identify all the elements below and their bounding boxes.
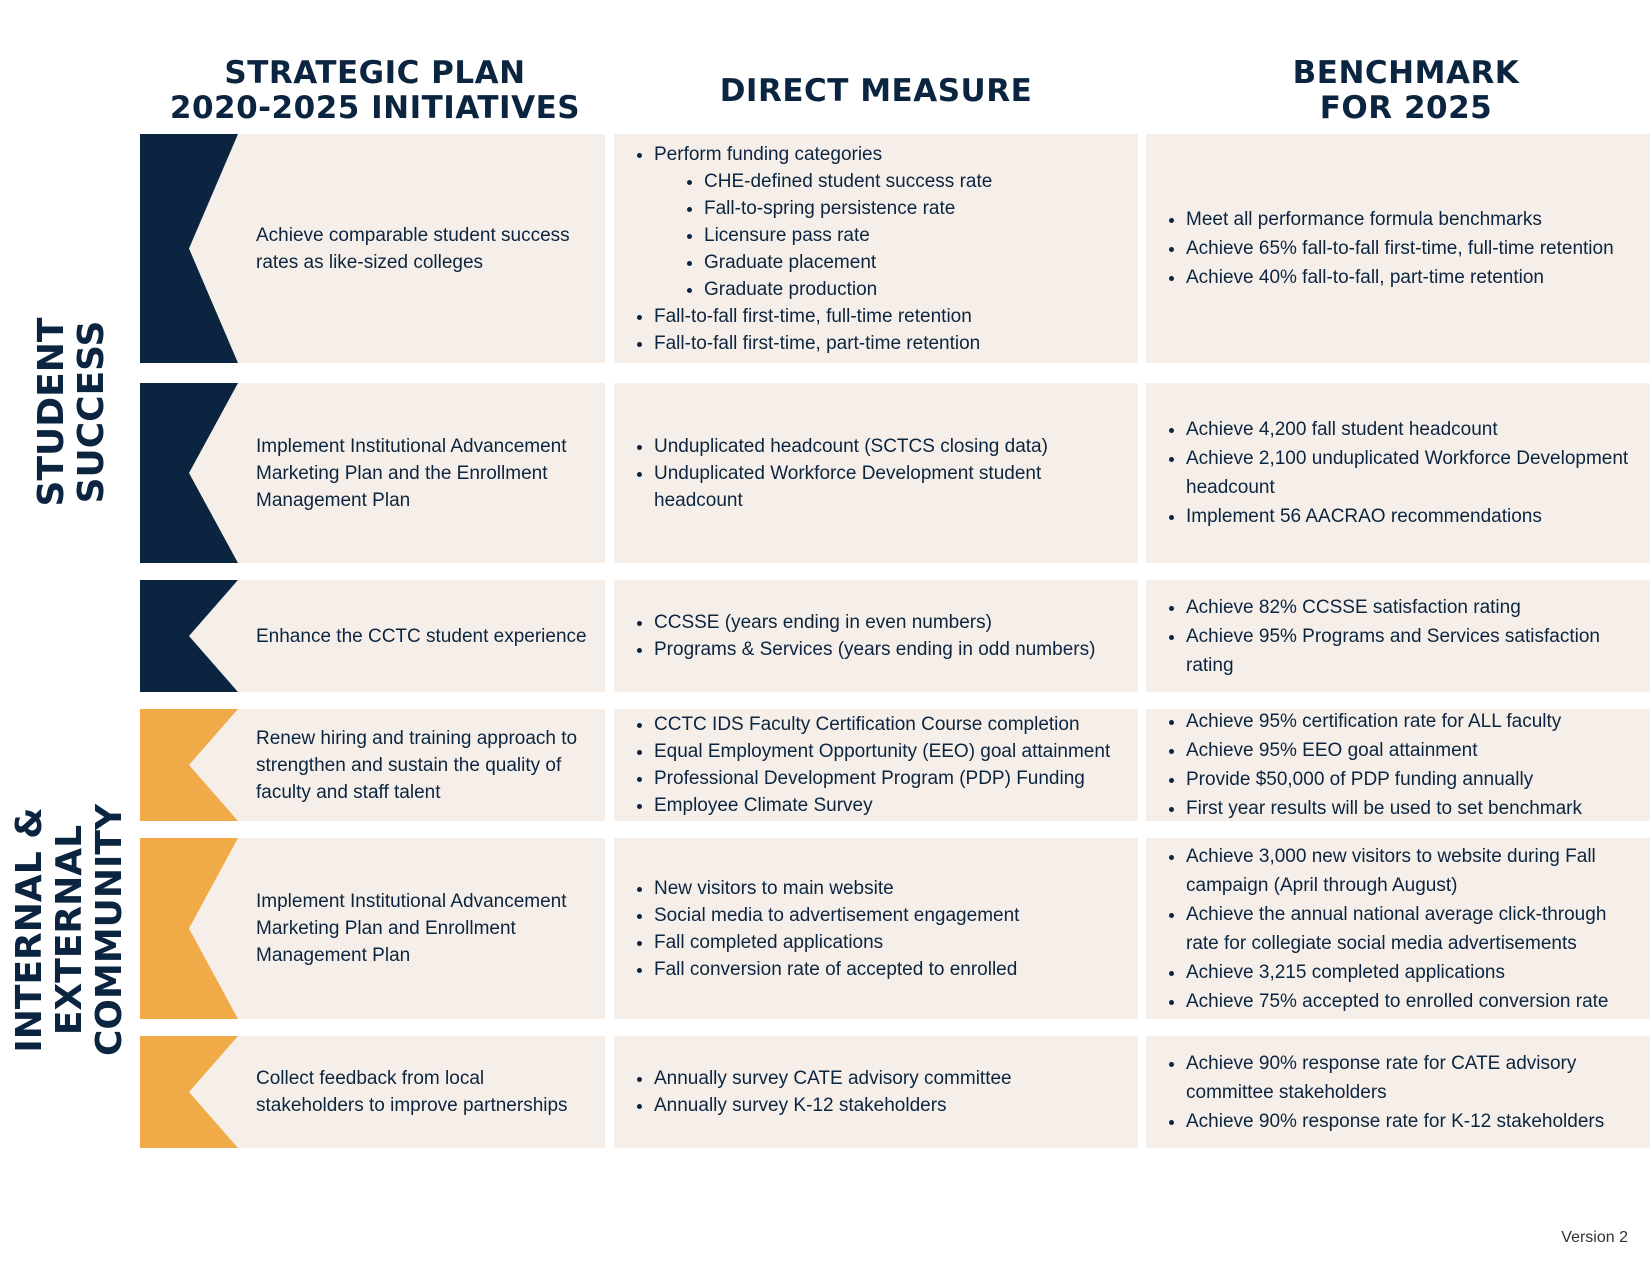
section-community-line2: EXTERNAL [49, 824, 90, 1036]
header-measure-line1: DIRECT MEASURE [719, 73, 1033, 109]
benchmark-item: • Achieve 82% CCSSE satisfaction rating [1186, 593, 1642, 622]
measure-subitem: • Fall-to-spring persistence rate [704, 195, 1130, 222]
measure-subitem: • Licensure pass rate [704, 222, 1130, 249]
section-community-line3: COMMUNITY [89, 803, 130, 1057]
measure-list [614, 609, 1130, 663]
measure-item [654, 141, 1130, 303]
benchmark-item: • Achieve 95% certification rate for ALL faculty [1186, 707, 1642, 736]
table-row [0, 134, 1650, 363]
benchmark-cell [1146, 838, 1650, 1019]
chevron-banner-icon [140, 838, 238, 1019]
measure-item [654, 433, 1130, 460]
measure-list [614, 875, 1130, 983]
measure-text: Fall conversion rate of accepted to enrolled [654, 958, 1018, 980]
header-benchmark [1146, 56, 1650, 126]
table-row [0, 1036, 1650, 1148]
chevron-banner-icon [140, 1036, 238, 1148]
benchmark-item: • Achieve 95% EEO goal attainment [1186, 736, 1642, 765]
benchmark-item: • Achieve 40% fall-to-fall, part-time retention [1186, 263, 1642, 292]
benchmark-cell [1146, 709, 1650, 821]
measure-text: New visitors to main website [654, 877, 894, 899]
measure-list [614, 433, 1130, 514]
benchmark-item: • Achieve 90% response rate for K-12 stakeholders [1186, 1107, 1642, 1136]
initiative-text: Renew hiring and training approach to strengthen and sustain the quality of faculty and staff talent [256, 727, 578, 803]
initiative-cell [140, 134, 605, 363]
measure-list [614, 141, 1130, 357]
benchmark-item: • Implement 56 AACRAO recommendations [1186, 502, 1642, 531]
section-community-line1: INTERNAL & [9, 807, 50, 1053]
initiative-text: Enhance the CCTC student experience [256, 625, 587, 647]
measure-sublist [654, 168, 1130, 303]
measure-item [654, 609, 1130, 636]
chevron-banner-icon [140, 580, 238, 692]
measure-list [614, 1065, 1130, 1119]
header-direct-measure [614, 74, 1138, 109]
measure-text: CCSSE (years ending in even numbers) [654, 612, 992, 633]
benchmark-list [1146, 415, 1642, 531]
measure-text: Equal Employment Opportunity (EEO) goal attainment [654, 741, 1111, 762]
initiative-text: Achieve comparable student success rates as like-sized colleges [256, 224, 570, 273]
initiative-cell [140, 709, 605, 821]
measure-text: Fall-to-fall first-time, part-time retention [654, 332, 981, 354]
initiative-cell [140, 1036, 605, 1148]
measure-text: Unduplicated Workforce Development student headcount [654, 462, 1042, 511]
initiative-text: Implement Institutional Advancement Marketing Plan and Enrollment Management Plan [256, 891, 567, 966]
measure-text: Social media to advertisement engagement [654, 904, 1020, 926]
chevron-banner-icon [140, 134, 238, 363]
initiative-cell [140, 383, 605, 563]
table-row [0, 838, 1650, 1019]
measure-text: Unduplicated headcount (SCTCS closing data) [654, 435, 1048, 457]
benchmark-cell [1146, 1036, 1650, 1148]
benchmark-item: • Achieve 4,200 fall student headcount [1186, 415, 1642, 444]
measure-subitem: • Graduate production [704, 276, 1130, 303]
measure-item [654, 765, 1130, 792]
measure-subitem: • CHE-defined student success rate [704, 168, 1130, 195]
measure-cell [614, 709, 1138, 821]
chevron-banner-icon [140, 383, 238, 563]
benchmark-item: • Achieve 3,215 completed applications [1186, 958, 1642, 987]
measure-item [654, 711, 1130, 738]
measure-item [654, 1092, 1130, 1119]
chevron-banner-icon [140, 709, 238, 821]
benchmark-list [1146, 205, 1642, 292]
header-initiatives [140, 56, 610, 126]
benchmark-item: • Provide $50,000 of PDP funding annually [1186, 765, 1642, 794]
header-benchmark-line1: BENCHMARK [1292, 55, 1520, 91]
section-student-line1: STUDENT [31, 317, 72, 507]
measure-item [654, 460, 1130, 514]
measure-text: Fall-to-fall first-time, full-time retention [654, 305, 972, 327]
header-initiatives-line1: STRATEGIC PLAN [224, 55, 526, 91]
measure-item [654, 738, 1130, 765]
measure-text: Professional Development Program (PDP) Funding [654, 768, 1085, 789]
measure-cell [614, 838, 1138, 1019]
benchmark-list [1146, 707, 1642, 823]
benchmark-cell [1146, 580, 1650, 692]
table-row [0, 383, 1650, 563]
table-row [0, 580, 1650, 692]
benchmark-cell [1146, 383, 1650, 563]
initiative-cell [140, 838, 605, 1019]
benchmark-list [1146, 842, 1642, 1016]
header-benchmark-line2: FOR 2025 [1319, 90, 1493, 126]
benchmark-item: • Achieve 90% response rate for CATE advisory committee stakeholders [1186, 1049, 1642, 1107]
initiative-cell [140, 580, 605, 692]
measure-text: Perform funding categories [654, 143, 883, 165]
initiative-text: Collect feedback from local stakeholders to improve partnerships [256, 1068, 568, 1116]
table-row [0, 709, 1650, 821]
measure-cell [614, 1036, 1138, 1148]
header-initiatives-line2: 2020-2025 INITIATIVES [169, 90, 581, 126]
measure-text: Employee Climate Survey [654, 795, 873, 816]
measure-text: CCTC IDS Faculty Certification Course completion [654, 714, 1080, 735]
benchmark-item: • Achieve 75% accepted to enrolled conversion rate [1186, 987, 1642, 1016]
benchmark-list [1146, 1049, 1642, 1136]
benchmark-item: • Achieve 95% Programs and Services satisfaction rating [1186, 622, 1642, 680]
measure-text: Programs & Services (years ending in odd numbers) [654, 639, 1096, 660]
measure-list [614, 711, 1130, 819]
measure-item [654, 636, 1130, 663]
measure-item [654, 792, 1130, 819]
benchmark-item: • Meet all performance formula benchmarks [1186, 205, 1642, 234]
section-student-line2: SUCCESS [71, 320, 112, 504]
benchmark-cell [1146, 134, 1650, 363]
benchmark-list [1146, 593, 1642, 680]
measure-item [654, 956, 1130, 983]
initiative-text: Implement Institutional Advancement Marketing Plan and the Enrollment Management Plan [256, 435, 567, 511]
measure-item [654, 875, 1130, 902]
measure-text: Annually survey CATE advisory committee [654, 1068, 1012, 1089]
benchmark-item: • Achieve 65% fall-to-fall first-time, full-time retention [1186, 234, 1642, 263]
benchmark-item: • Achieve 3,000 new visitors to website during Fall campaign (April through August) [1186, 842, 1642, 900]
benchmark-item: • First year results will be used to set benchmark [1186, 794, 1642, 823]
version-label: Version 2 [1561, 1229, 1628, 1246]
measure-item [654, 303, 1130, 330]
benchmark-item: • Achieve 2,100 unduplicated Workforce Development headcount [1186, 444, 1642, 502]
measure-text: Annually survey K-12 stakeholders [654, 1095, 947, 1116]
measure-subitem: • Graduate placement [704, 249, 1130, 276]
measure-cell [614, 134, 1138, 363]
measure-text: Fall completed applications [654, 931, 884, 953]
benchmark-item: • Achieve the annual national average click-through rate for collegiate social media advertisements [1186, 900, 1642, 958]
measure-cell [614, 580, 1138, 692]
measure-item [654, 902, 1130, 929]
measure-item [654, 330, 1130, 357]
measure-item [654, 929, 1130, 956]
measure-cell [614, 383, 1138, 563]
measure-item [654, 1065, 1130, 1092]
